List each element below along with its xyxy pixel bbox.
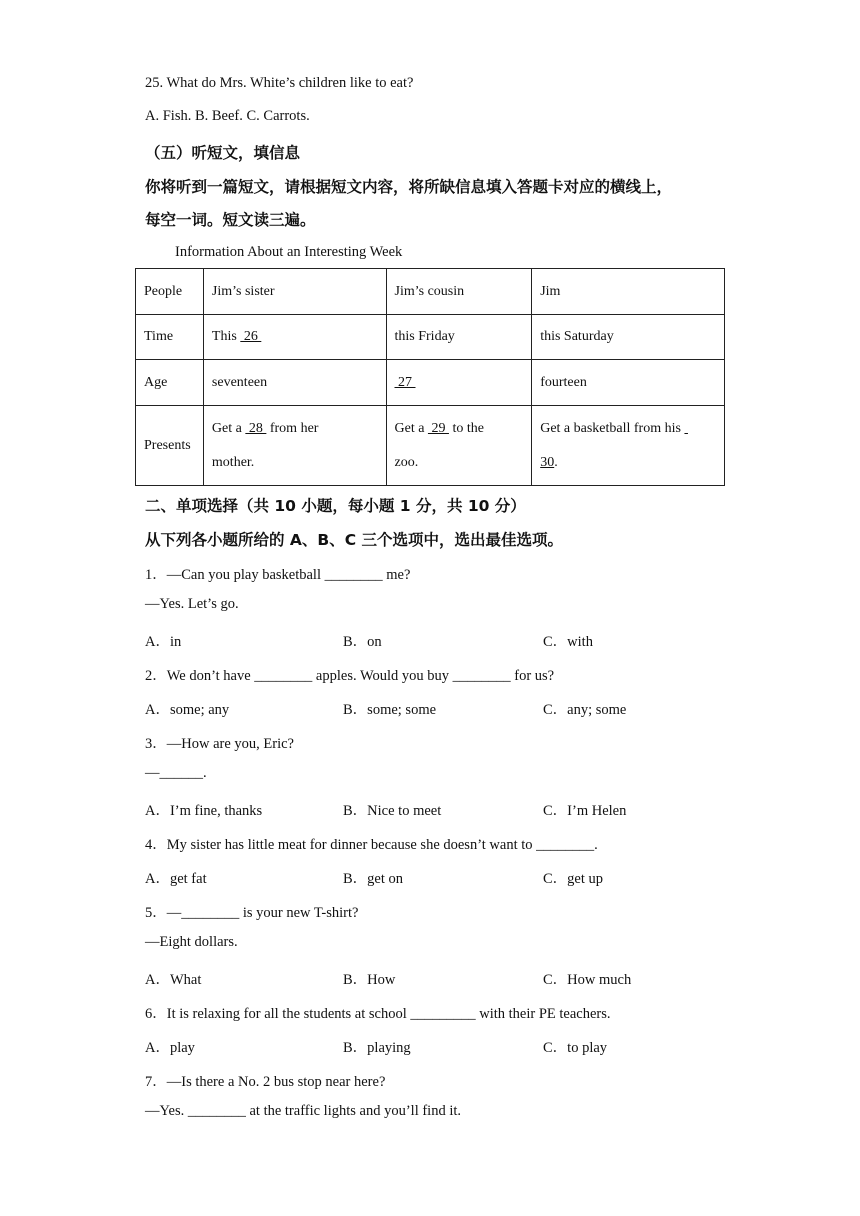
row-label: Age <box>136 360 204 406</box>
info-table <box>135 268 725 486</box>
table-cell: Jim’s sister <box>203 269 386 315</box>
option-c: C．How much <box>543 972 632 988</box>
option-c: C．with <box>543 634 593 650</box>
section-5-instruction-1: 你将听到一篇短文，请根据短文内容，将所缺信息填入答题卡对应的横线上， <box>145 178 673 196</box>
table-row <box>136 315 725 360</box>
option-c: C．I’m Helen <box>543 803 627 819</box>
table-cell: Get a 29 to the zoo. <box>386 406 532 486</box>
part-2-heading: 二、单项选择（共 10 小题，每小题 1 分，共 10 分） <box>145 497 526 515</box>
option-b: B．Nice to meet <box>343 803 442 819</box>
question-3-line-2: —______. <box>145 765 207 781</box>
question-4-line-1: 4．My sister has little meat for dinner because she doesn’t want to ________. <box>145 837 598 853</box>
question-25-stem: 25. What do Mrs. White’s children like to eat? <box>145 75 414 91</box>
option-c: C．any; some <box>543 702 627 718</box>
table-cell: this Saturday <box>532 315 725 360</box>
option-c: C．to play <box>543 1040 608 1056</box>
table-cell: fourteen <box>532 360 725 406</box>
blank-26: 26 <box>240 329 262 344</box>
question-2-line-1: 2．We don’t have ________ apples. Would you buy ________ for us? <box>145 668 555 684</box>
option-b: B．get on <box>343 871 404 887</box>
option-a: A．I’m fine, thanks <box>145 803 263 819</box>
table-cell: Jim’s cousin <box>386 269 532 315</box>
option-a: A．in <box>145 634 182 650</box>
question-1-line-2: —Yes. Let’s go. <box>145 596 239 612</box>
table-row <box>136 360 725 406</box>
table-cell: Get a basketball from his 30. <box>532 406 725 486</box>
row-label: Time <box>136 315 204 360</box>
option-b: B．some; some <box>343 702 437 718</box>
question-5-line-2: —Eight dollars. <box>145 934 238 950</box>
blank-29: 29 <box>427 420 449 436</box>
table-cell: this Friday <box>386 315 532 360</box>
question-1-line-1: 1．—Can you play basketball ________ me? <box>145 567 411 583</box>
blank-28: 28 <box>245 420 267 436</box>
option-b: B．How <box>343 972 396 988</box>
option-a: A．What <box>145 972 202 988</box>
option-a: A．play <box>145 1040 195 1056</box>
table-cell <box>386 360 532 406</box>
blank-30: 30 <box>540 454 555 470</box>
question-3-line-1: 3．—How are you, Eric? <box>145 736 294 752</box>
option-a: A．some; any <box>145 702 230 718</box>
question-7-line-2: —Yes. ________ at the traffic lights and you’ll find it. <box>145 1103 462 1119</box>
table-row <box>136 269 725 315</box>
table-row <box>136 406 725 486</box>
option-a: A．get fat <box>145 871 207 887</box>
option-b: B．on <box>343 634 382 650</box>
question-25-options: A. Fish. B. Beef. C. Carrots. <box>145 108 310 124</box>
section-5-heading: （五）听短文，填信息 <box>145 144 301 162</box>
table-caption: Information About an Interesting Week <box>175 244 403 260</box>
table-cell: This 26 <box>203 315 386 360</box>
section-5-instruction-2: 每空一词。短文读三遍。 <box>145 211 316 229</box>
question-5-line-1: 5．—________ is your new T-shirt? <box>145 905 359 921</box>
row-label: People <box>136 269 204 315</box>
table-cell: Get a 28 from her mother. <box>203 406 386 486</box>
table-cell: Jim <box>532 269 725 315</box>
table-cell: seventeen <box>203 360 386 406</box>
blank-27: 27 <box>394 374 416 390</box>
question-6-line-1: 6．It is relaxing for all the students at school _________ with their PE teachers. <box>145 1006 611 1022</box>
option-c: C．get up <box>543 871 604 887</box>
option-b: B．playing <box>343 1040 411 1056</box>
part-2-instruction: 从下列各小题所给的 A、B、C 三个选项中，选出最佳选项。 <box>145 531 563 549</box>
question-7-line-1: 7．—Is there a No. 2 bus stop near here? <box>145 1074 386 1090</box>
row-label: Presents <box>136 406 204 486</box>
